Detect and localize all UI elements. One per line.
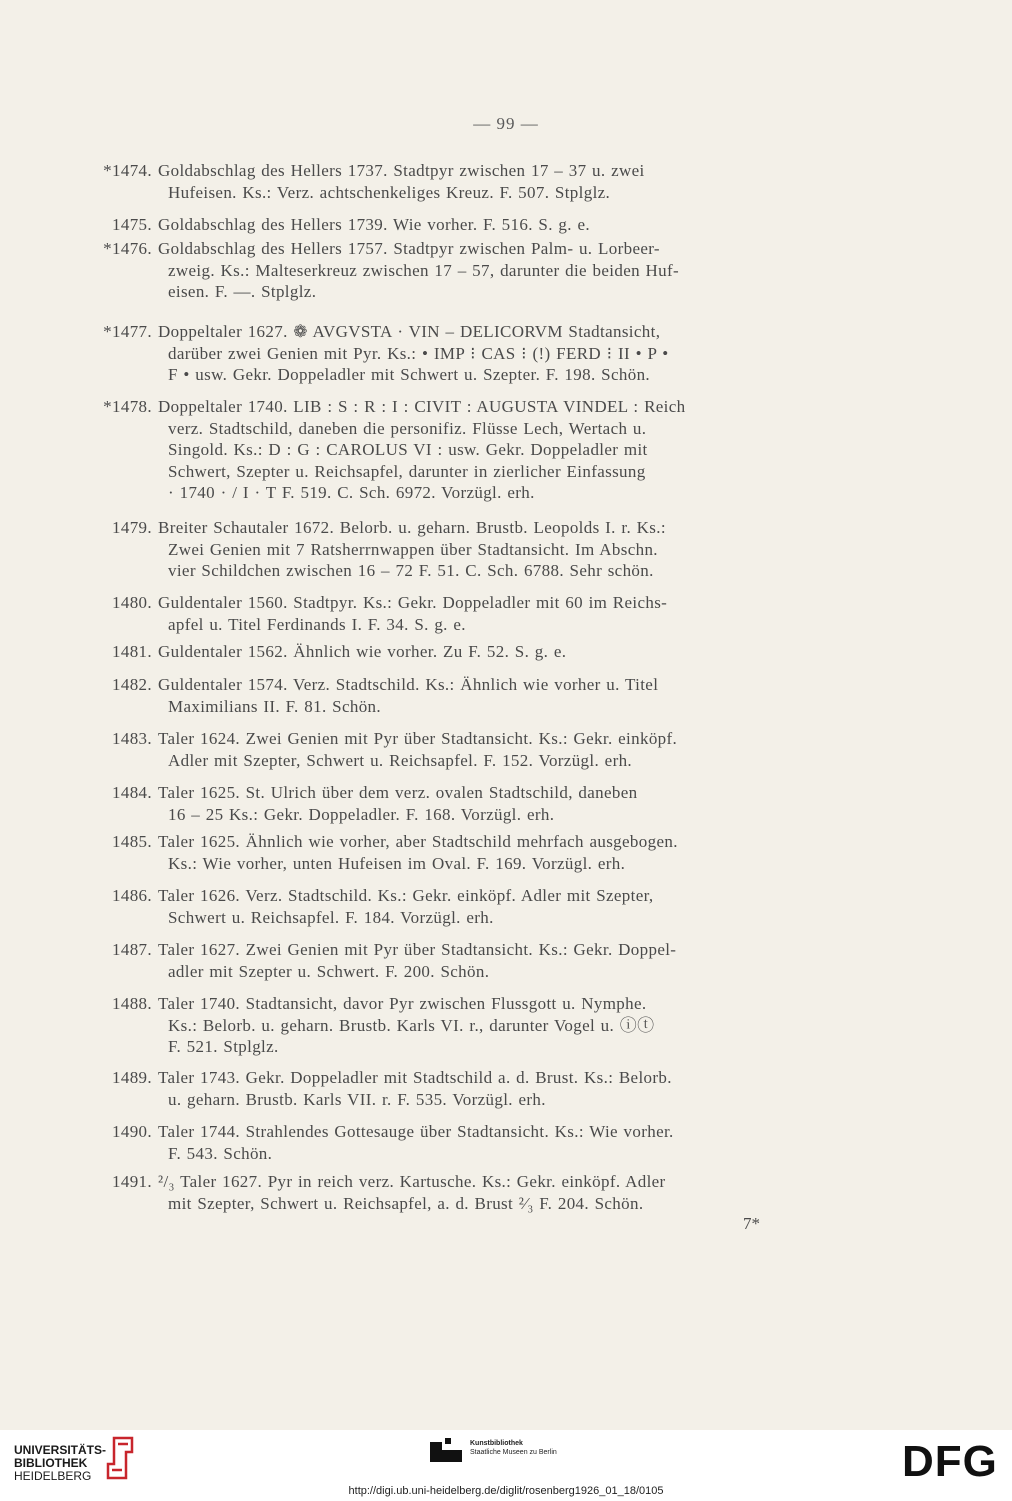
entry-line: vier Schildchen zwischen 16 – 72 F. 51. C. Sch. 6788. Sehr schön. [168,561,654,580]
entry-line: Taler 1740. Stadtansicht, davor Pyr zwischen Flussgott u. Nymphe. [158,994,647,1013]
catalog-entry [86,641,780,663]
entry-line: Maximilians II. F. 81. Schön. [168,696,382,716]
entry-number: 1480. [112,593,152,612]
entry-number: *1477. [103,322,152,341]
entry-line: Schwert u. Reichsapfel. F. 184. Vorzügl. erh. [168,907,494,927]
entry-number: 1489. [112,1068,152,1087]
entry-number: 1482. [112,675,152,694]
entry-line: Taler 1624. Zwei Genien mit Pyr über Stadtansicht. Ks.: Gekr. einköpf. [158,729,678,748]
uni-logo-line2: BIBLIOTHEK [14,1456,88,1470]
university-library-logo-text [14,1444,106,1483]
entry-line: Guldentaler 1560. Stadtpyr. Ks.: Gekr. Doppeladler mit 60 im Reichs- [158,593,668,612]
entry-line: darüber zwei Genien mit Pyr. Ks.: • IMP ⁝ CAS ⁝ (!) FERD ⁝ II • P • [168,343,669,363]
catalog-entry [86,939,780,982]
entry-line: Taler 1625. St. Ulrich über dem verz. ovalen Stadtschild, daneben [158,783,638,802]
entry-line: Taler 1627. Zwei Genien mit Pyr über Stadtansicht. Ks.: Gekr. Doppel- [158,940,677,959]
entry-line: zweig. Ks.: Malteserkreuz zwischen 17 – 57, darunter die beiden Huf- [168,260,680,280]
kb-line1: Kunstbibliothek [470,1440,523,1447]
entry-line: Breiter Schautaler 1672. Belorb. u. geharn. Brustb. Leopolds I. r. Ks.: [158,518,666,537]
catalog-entry [86,674,780,717]
kb-line2: Staatliche Museen zu Berlin [470,1449,557,1456]
entry-number: 1484. [112,783,152,802]
entry-line: Hufeisen. Ks.: Verz. achtschenkeliges Kreuz. F. 507. Stplglz. [168,182,611,202]
entry-line: F. 543. Schön. [168,1143,273,1163]
kunstbibliothek-logo-icon [430,1438,462,1464]
entry-number: 1491. [112,1172,152,1191]
catalog-entry [86,214,780,236]
footer [0,1430,1012,1501]
entry-line: F. 521. Stplglz. [168,1037,279,1056]
catalog-entry [86,517,780,582]
entry-line: apfel u. Titel Ferdinands I. F. 34. S. g. e. [168,614,466,634]
entry-line: Taler 1744. Strahlendes Gottesauge über Stadtansicht. Ks.: Wie vorher. [158,1122,674,1141]
entry-line: u. geharn. Brustb. Karls VII. r. F. 535. Vorzügl. erh. [168,1089,546,1109]
source-url: http://digi.ub.uni-heidelberg.de/diglit/rosenberg1926_01_18/0105 [348,1485,664,1497]
catalog-entry [86,160,780,203]
signature-mark: 7* [743,1214,760,1233]
entry-line: F • usw. Gekr. Doppeladler mit Schwert u. Szepter. F. 198. Schön. [168,365,651,384]
entry-line: Goldabschlag des Hellers 1757. Stadtpyr zwischen Palm- u. Lorbeer- [158,239,660,258]
entry-number: 1475. [112,215,152,234]
uni-logo-line3: HEIDELBERG [14,1469,92,1483]
catalog-entry [86,238,780,303]
entry-line: Schwert, Szepter u. Reichsapfel, darunter in zierlicher Einfassung [168,461,646,481]
catalog-entry [86,831,780,874]
entry-number: *1476. [103,239,152,258]
catalog-entry [86,1067,780,1110]
dfg-logo: DFG [902,1437,998,1486]
entry-number: 1487. [112,940,152,959]
catalog-entry [86,1121,780,1164]
entry-line: Ks.: Belorb. u. geharn. Brustb. Karls VI. r., darunter Vogel u. ⓘⓣ [168,1015,655,1035]
entry-number: 1479. [112,518,152,537]
entry-number: 1488. [112,994,152,1013]
entry-line: ²/₃ Taler 1627. Pyr in reich verz. Kartusche. Ks.: Gekr. einköpf. Adler [158,1172,666,1191]
entry-line: Adler mit Szepter, Schwert u. Reichsapfel. F. 152. Vorzügl. erh. [168,750,633,770]
entry-line: Taler 1626. Verz. Stadtschild. Ks.: Gekr. einköpf. Adler mit Szepter, [158,886,654,905]
entry-line: verz. Stadtschild, daneben die personifiz. Flüsse Lech, Wertach u. [168,418,647,438]
entry-line: eisen. F. —. Stplglz. [168,282,317,301]
page-number: — 99 — [473,114,539,133]
entry-line: · 1740 · / I · T F. 519. C. Sch. 6972. Vorzügl. erh. [168,483,535,502]
entry-line: Goldabschlag des Hellers 1737. Stadtpyr zwischen 17 – 37 u. zwei [158,161,645,180]
entry-number: 1486. [112,886,152,905]
catalog-entry [86,782,780,825]
entry-number: 1490. [112,1122,152,1141]
entry-line: 16 – 25 Ks.: Gekr. Doppeladler. F. 168. Vorzügl. erh. [168,804,555,824]
entry-number: *1478. [103,397,152,416]
catalog-entry [86,321,780,386]
entry-line: Zwei Genien mit 7 Ratsherrnwappen über Stadtansicht. Im Abschn. [168,539,658,559]
entry-line: adler mit Szepter u. Schwert. F. 200. Schön. [168,961,490,981]
catalog-entry [86,396,780,504]
entry-line: mit Szepter, Schwert u. Reichsapfel, a. d. Brust ²⁄₃ F. 204. Schön. [168,1193,644,1213]
entry-line: Taler 1743. Gekr. Doppeladler mit Stadtschild a. d. Brust. Ks.: Belorb. [158,1068,672,1087]
catalog-entry [86,592,780,635]
entry-line: Doppeltaler 1740. LIB : S : R : I : CIVIT : AUGUSTA VINDEL : Reich [158,397,686,416]
entry-number: *1474. [103,161,152,180]
entry-line: Ks.: Wie vorher, unten Hufeisen im Oval. F. 169. Vorzügl. erh. [168,853,626,873]
entry-line: Singold. Ks.: D : G : CAROLUS VI : usw. Gekr. Doppeladler mit [168,440,648,459]
entry-number: 1483. [112,729,152,748]
catalog-entry [86,885,780,928]
catalog-entry [86,1171,780,1214]
catalog-entry [86,993,780,1058]
entry-line: Goldabschlag des Hellers 1739. Wie vorher. F. 516. S. g. e. [158,215,590,234]
university-library-logo-icon [104,1436,136,1480]
entry-line: Guldentaler 1574. Verz. Stadtschild. Ks.: Ähnlich wie vorher u. Titel [158,675,659,694]
entry-number: 1485. [112,832,152,851]
catalog-entry [86,728,780,771]
uni-logo-line1: UNIVERSITÄTS- [14,1443,107,1457]
entry-line: Taler 1625. Ähnlich wie vorher, aber Stadtschild mehrfach ausgebogen. [158,832,678,851]
entry-line: Doppeltaler 1627. ❁ AVGVSTA · VIN – DELICORVM Stadtansicht, [158,322,661,341]
entry-number: 1481. [112,642,152,661]
kunstbibliothek-logo-text [470,1439,557,1457]
entry-line: Guldentaler 1562. Ähnlich wie vorher. Zu F. 52. S. g. e. [158,642,567,661]
